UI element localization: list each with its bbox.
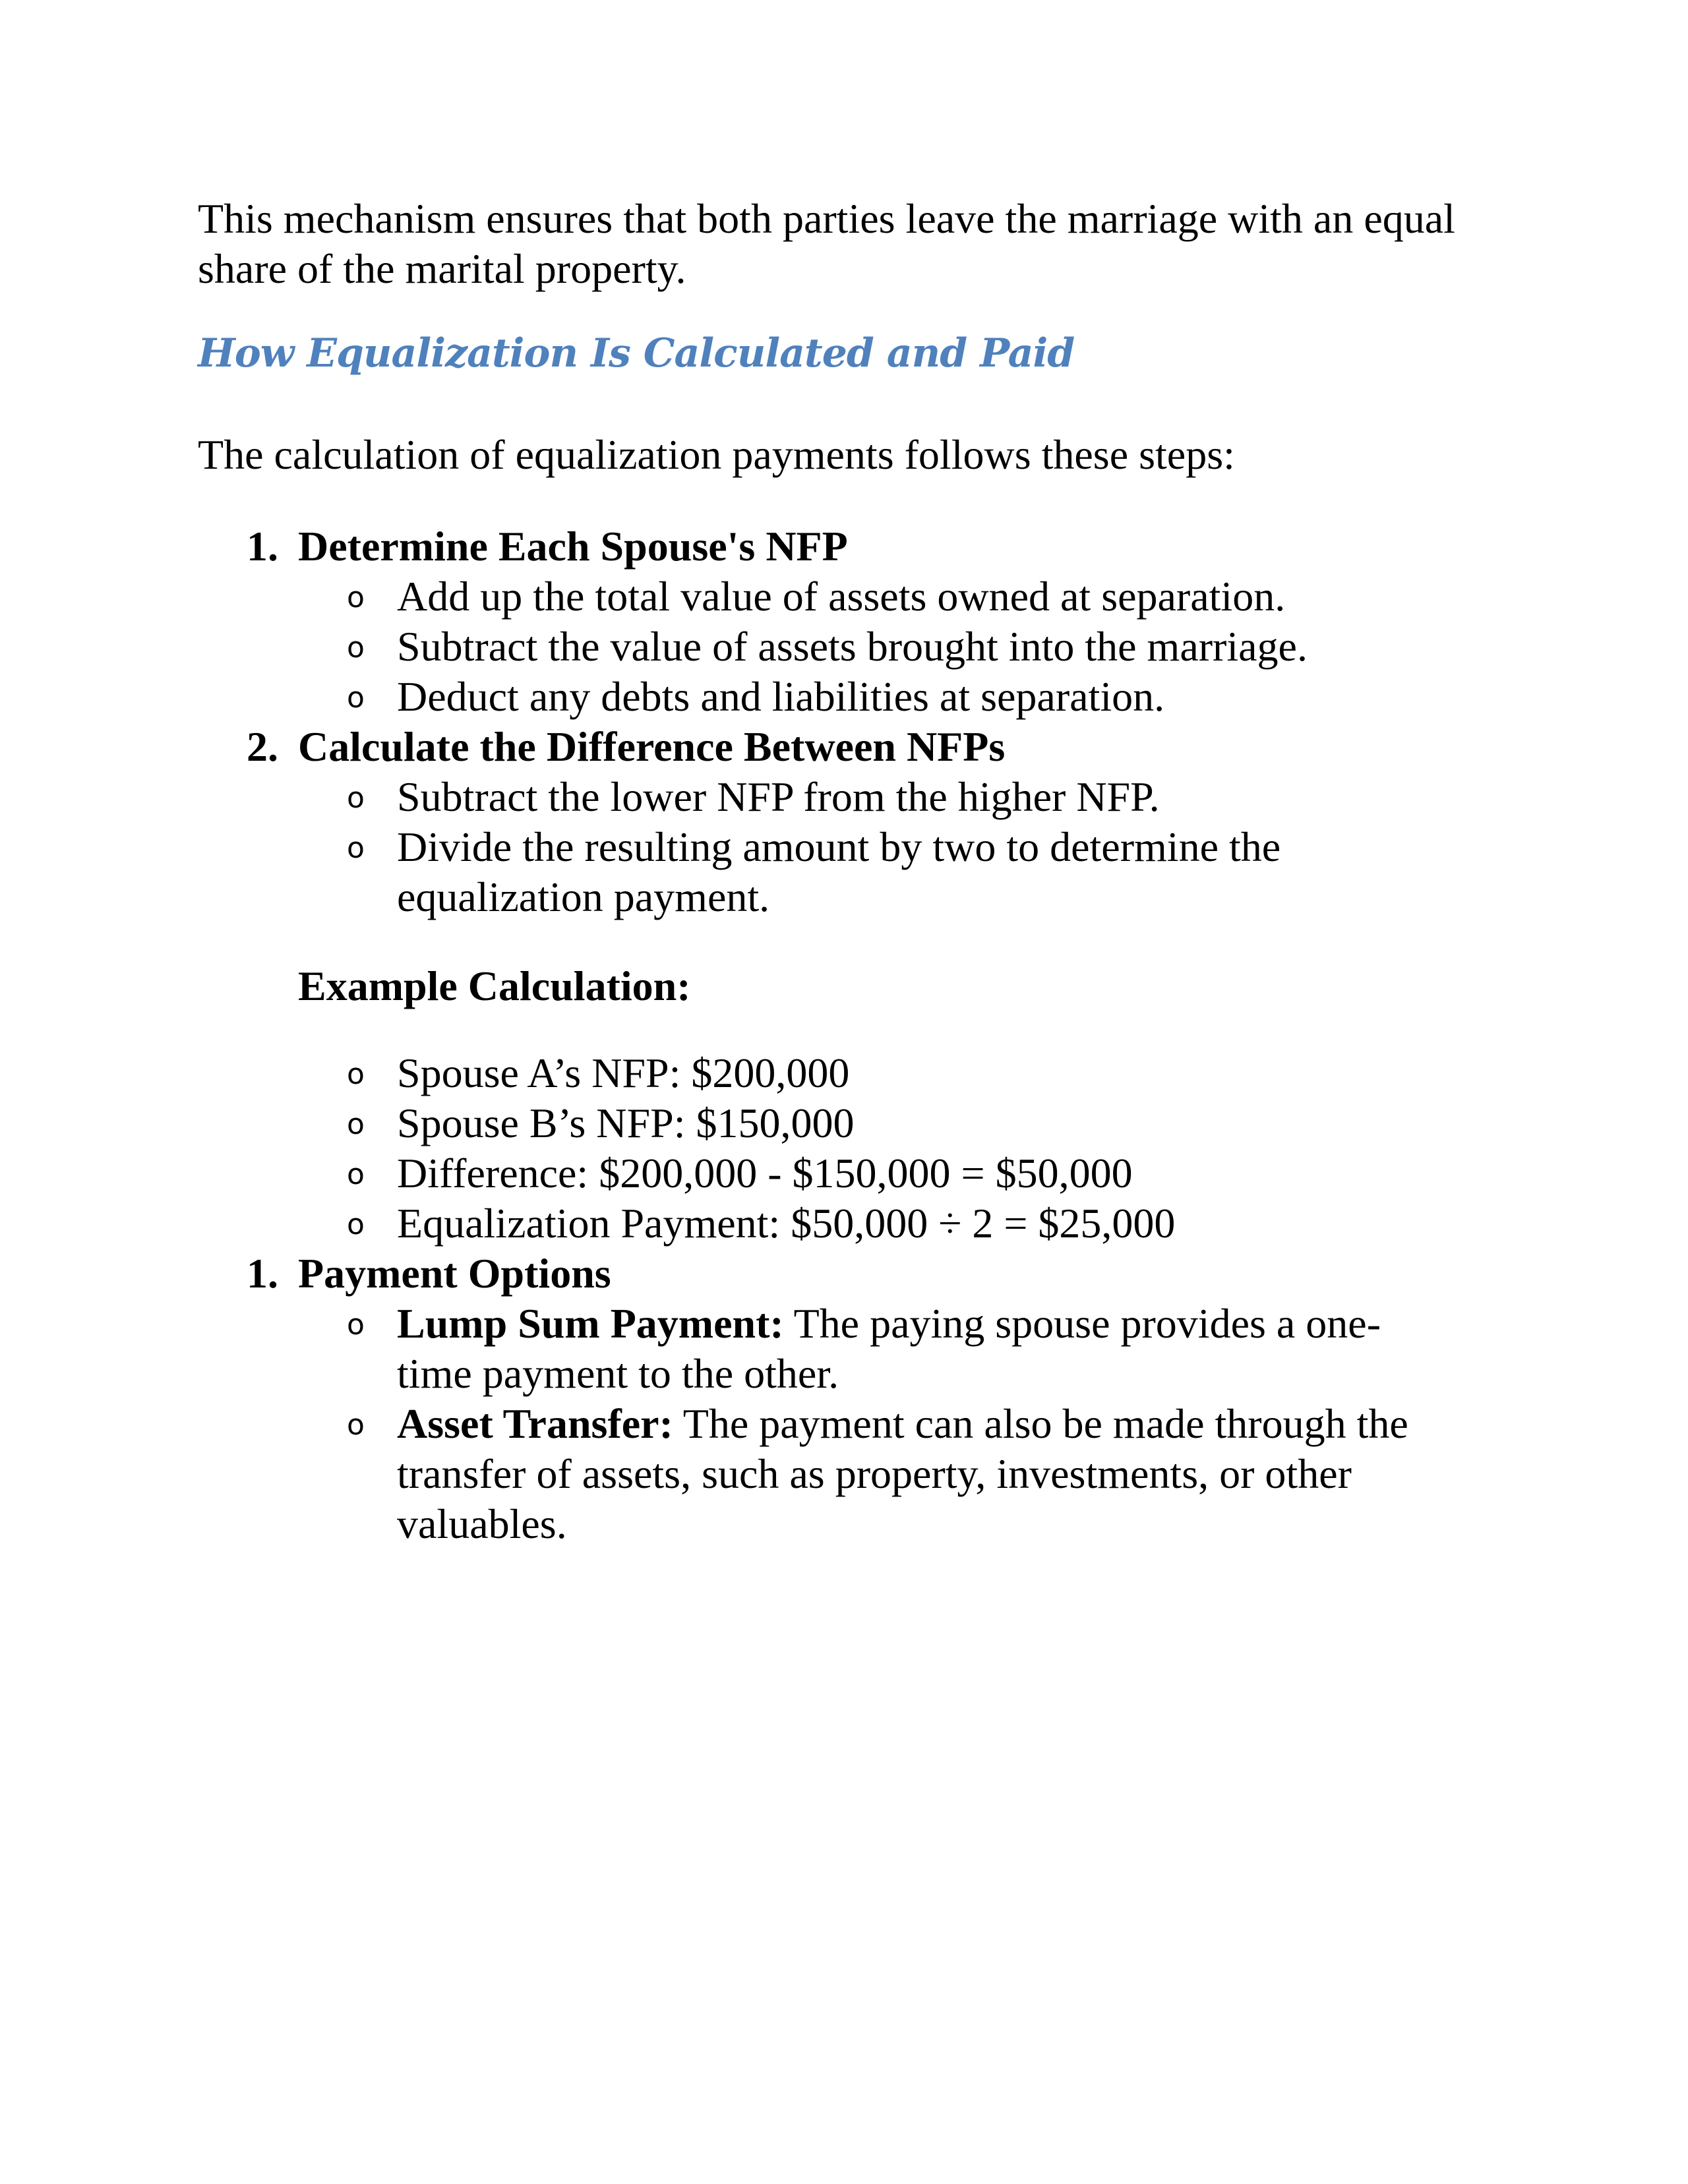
bullet-icon: o	[347, 681, 365, 715]
list-item	[0, 672, 1688, 722]
step-2-block	[0, 722, 1688, 922]
list-item-text: Subtract the value of assets brought into the marriage.	[397, 623, 1308, 670]
list-item-label: Lump Sum Payment:	[397, 1300, 784, 1347]
payment-heading-row	[0, 1249, 1688, 1299]
intro-paragraph: This mechanism ensures that both parties leave the marriage with an equal share of the marital property.	[198, 195, 1455, 292]
step-number: 1.	[247, 523, 278, 570]
step-number: 1.	[247, 1250, 278, 1297]
list-item	[0, 1098, 1688, 1148]
bullet-icon: o	[347, 581, 365, 614]
list-item	[0, 1299, 1688, 1399]
list-item-text: Spouse A’s NFP: $200,000	[397, 1049, 850, 1096]
step-1-heading-row	[0, 521, 1688, 572]
bullet-icon: o	[347, 781, 365, 815]
bullet-icon: o	[347, 831, 365, 865]
bullet-icon: o	[347, 1107, 365, 1141]
bullet-icon: o	[347, 1057, 365, 1091]
list-item-text	[397, 1299, 1426, 1399]
list-item-text: Add up the total value of assets owned at separation.	[397, 573, 1286, 620]
bullet-icon: o	[347, 1308, 365, 1342]
list-item	[0, 572, 1688, 622]
list-item	[0, 1399, 1688, 1549]
step-1-block	[0, 521, 1688, 722]
list-item	[0, 622, 1688, 672]
bullet-icon: o	[347, 1208, 365, 1241]
list-item-body: The paying spouse provides a one-time payment to the other.	[397, 1300, 1381, 1397]
bullet-icon: o	[347, 1408, 365, 1442]
example-title: Example Calculation:	[298, 962, 691, 1009]
list-item	[0, 1148, 1688, 1198]
bullet-icon: o	[347, 631, 365, 664]
list-item-text: Difference: $200,000 - $150,000 = $50,000	[397, 1150, 1133, 1196]
list-item-body: The payment can also be made through the transfer of assets, such as property, investments, or other valuables.	[397, 1400, 1408, 1547]
list-item-text: Spouse B’s NFP: $150,000	[397, 1100, 855, 1146]
list-item-text: Divide the resulting amount by two to determine the equalization payment.	[397, 823, 1281, 920]
step-title: Calculate the Difference Between NFPs	[298, 723, 1006, 770]
payment-options-block	[0, 1249, 1688, 1549]
list-item-text: Deduct any debts and liabilities at separation.	[397, 673, 1165, 720]
lead-paragraph: The calculation of equalization payments follows these steps:	[198, 431, 1235, 478]
step-title: Payment Options	[298, 1250, 611, 1297]
section-heading: How Equalization Is Calculated and Paid	[198, 330, 1075, 376]
list-item-text	[397, 1399, 1478, 1549]
list-item	[0, 772, 1688, 822]
list-item	[0, 1048, 1688, 1098]
step-number: 2.	[247, 723, 278, 770]
list-item-text: Subtract the lower NFP from the higher NFP.	[397, 773, 1160, 820]
bullet-icon: o	[347, 1158, 365, 1191]
list-item	[0, 822, 1688, 922]
list-item	[0, 1198, 1688, 1249]
list-item-text: Equalization Payment: $50,000 ÷ 2 = $25,000	[397, 1200, 1176, 1247]
example-list	[0, 1048, 1688, 1249]
step-title: Determine Each Spouse's NFP	[298, 523, 848, 570]
step-2-heading-row	[0, 722, 1688, 772]
list-item-label: Asset Transfer:	[397, 1400, 673, 1447]
